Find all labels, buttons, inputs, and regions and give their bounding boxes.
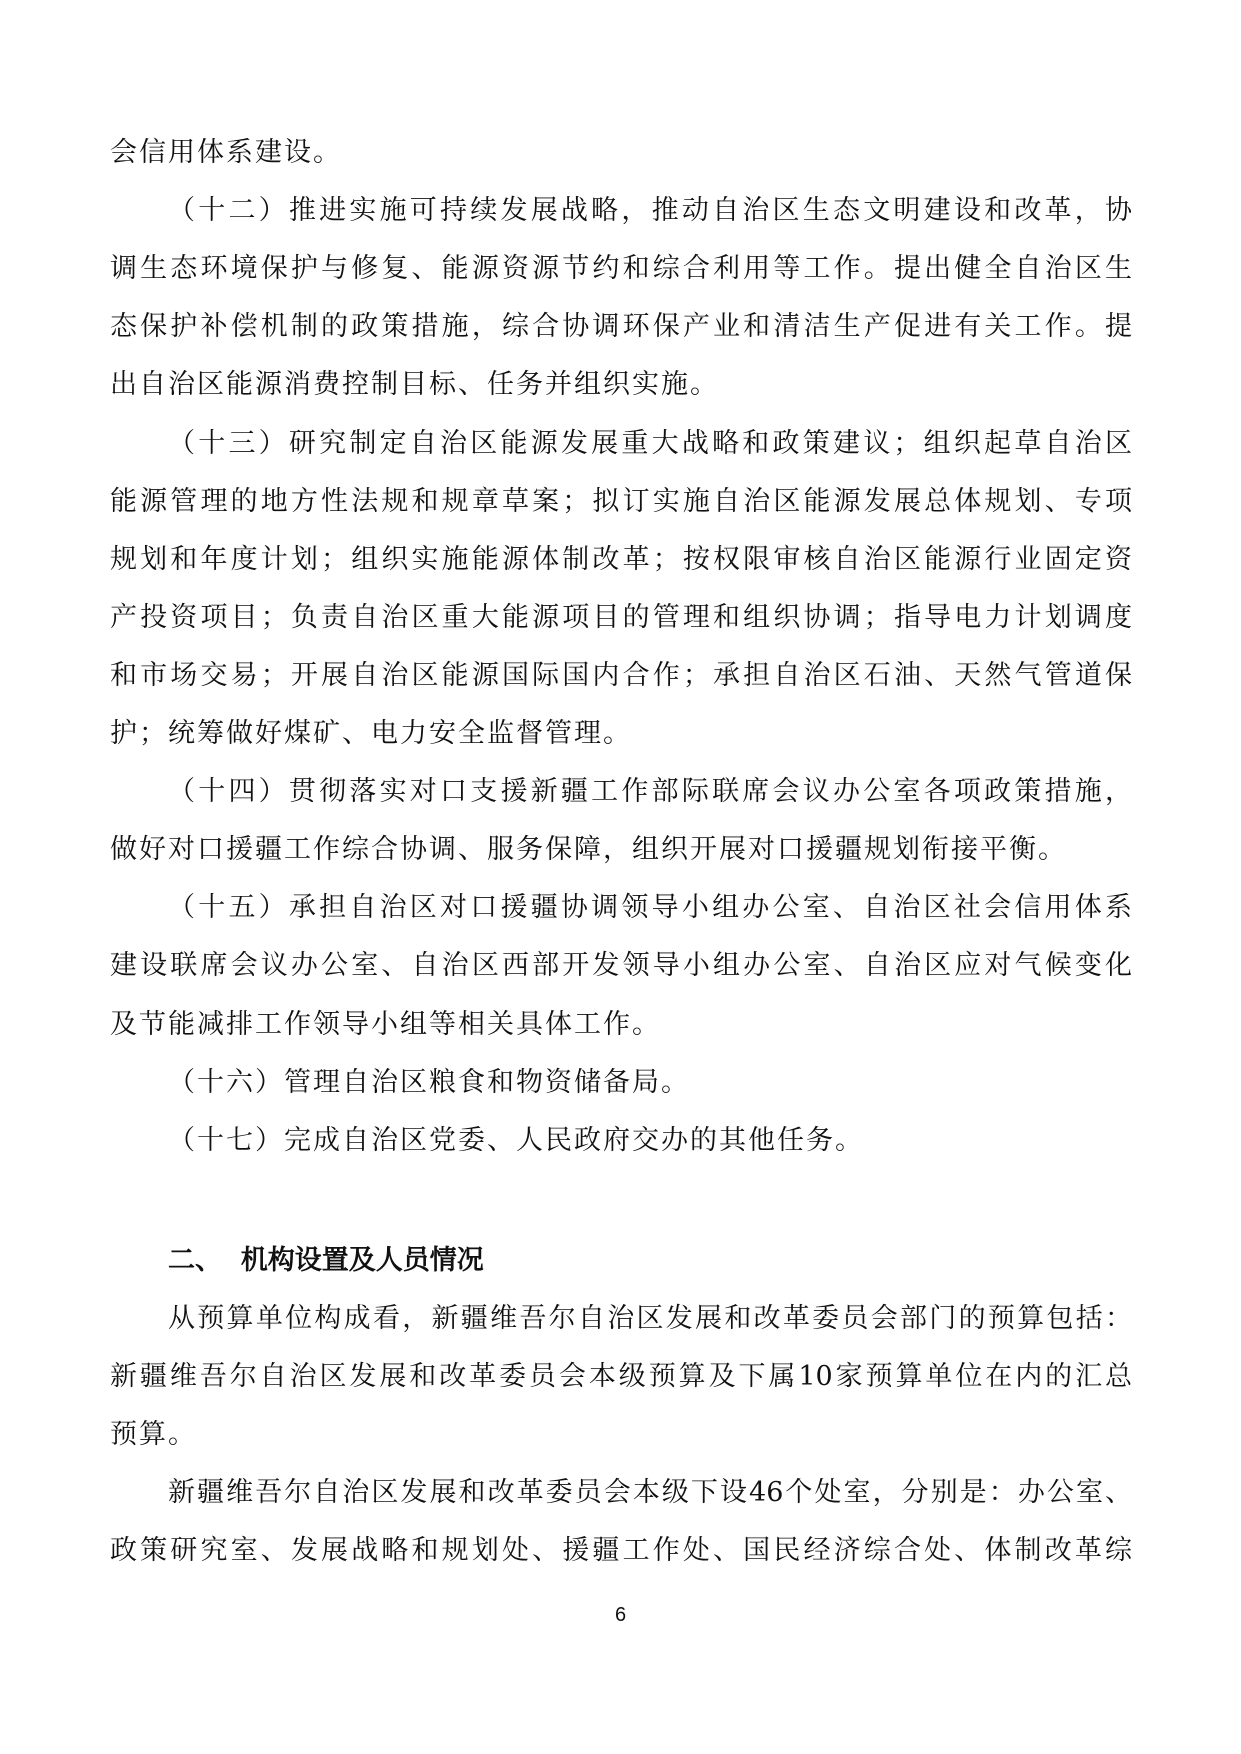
paragraph-line: （十七）完成自治区党委、人民政府交办的其他任务。 — [168, 1124, 864, 1156]
paragraph-line: （十三）研究制定自治区能源发展重大战略和政策建议；组织起草自治区 — [168, 427, 1132, 459]
paragraph-line: （十二）推进实施可持续发展战略，推动自治区生态文明建设和改革，协 — [168, 195, 1132, 227]
page-number: 6 — [614, 1604, 627, 1626]
paragraph-line: 新疆维吾尔自治区发展和改革委员会本级下设46个处室，分别是：办公室、 — [168, 1477, 1132, 1508]
paragraph-line: 能源管理的地方性法规和规章草案；拟订实施自治区能源发展总体规划、专项 — [110, 485, 1132, 517]
paragraph-line: 态保护补偿机制的政策措施，综合协调环保产业和清洁生产促进有关工作。提 — [110, 311, 1132, 343]
paragraph-line: 护；统筹做好煤矿、电力安全监督管理。 — [110, 718, 632, 749]
paragraph-line: 及节能减排工作领导小组等相关具体工作。 — [110, 1008, 661, 1040]
paragraph-line: 从预算单位构成看，新疆维吾尔自治区发展和改革委员会部门的预算包括： — [168, 1303, 1132, 1334]
paragraph-line: 和市场交易；开展自治区能源国际国内合作；承担自治区石油、天然气管道保 — [110, 659, 1132, 691]
paragraph-line: 预算。 — [110, 1419, 197, 1450]
paragraph-line: 会信用体系建设。 — [110, 137, 342, 168]
paragraph-line: 调生态环境保护与修复、能源资源节约和综合利用等工作。提出健全自治区生 — [110, 253, 1132, 285]
paragraph-line: 政策研究室、发展战略和规划处、援疆工作处、国民经济综合处、体制改革综 — [110, 1535, 1132, 1566]
paragraph-line: 规划和年度计划；组织实施能源体制改革；按权限审核自治区能源行业固定资 — [110, 543, 1132, 575]
section-heading: 二、 机构设置及人员情况 — [168, 1245, 484, 1276]
paragraph-line: 建设联席会议办公室、自治区西部开发领导小组办公室、自治区应对气候变化 — [110, 950, 1132, 982]
paragraph-line: 出自治区能源消费控制目标、任务并组织实施。 — [110, 369, 719, 401]
paragraph-line: （十四）贯彻落实对口支援新疆工作部际联席会议办公室各项政策措施， — [168, 776, 1132, 808]
paragraph-line: 新疆维吾尔自治区发展和改革委员会本级预算及下属10家预算单位在内的汇总 — [110, 1361, 1132, 1392]
paragraph-line: （十六）管理自治区粮食和物资储备局。 — [168, 1066, 690, 1098]
paragraph-line: （十五）承担自治区对口援疆协调领导小组办公室、自治区社会信用体系 — [168, 892, 1132, 924]
paragraph-line: 产投资项目；负责自治区重大能源项目的管理和组织协调；指导电力计划调度 — [110, 601, 1132, 633]
paragraph-line: 做好对口援疆工作综合协调、服务保障，组织开展对口援疆规划衔接平衡。 — [110, 834, 1067, 866]
